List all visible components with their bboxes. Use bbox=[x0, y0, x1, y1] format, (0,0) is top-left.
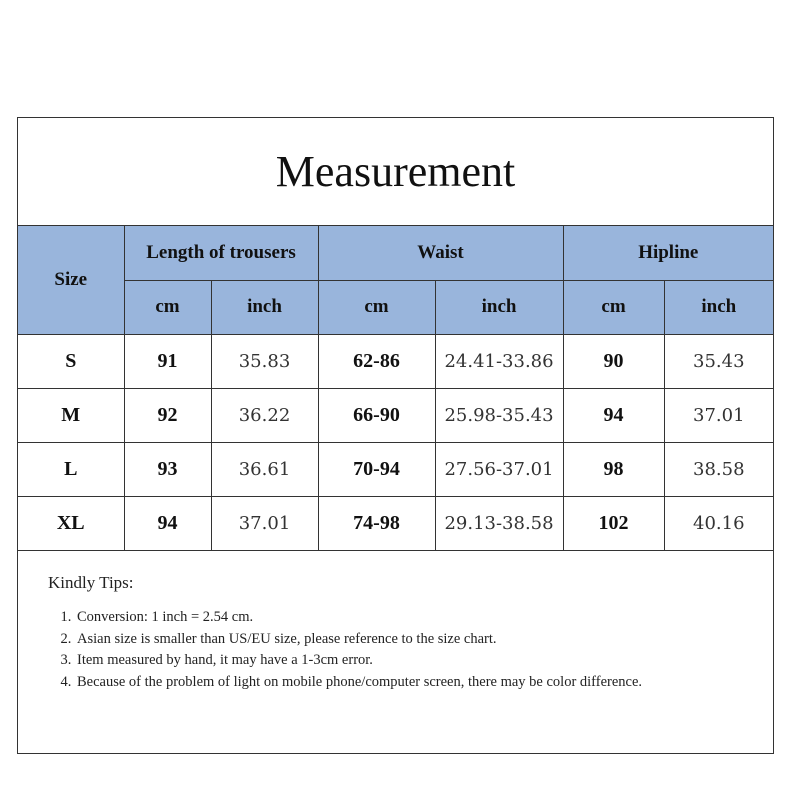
unit-header: inch bbox=[435, 280, 563, 334]
size-table bbox=[18, 226, 773, 551]
waist-cm-cell: 70-94 bbox=[318, 442, 435, 496]
waist-cm-cell: 66-90 bbox=[318, 388, 435, 442]
size-cell: S bbox=[18, 334, 124, 388]
waist-inch-cell: 27.56-37.01 bbox=[435, 442, 563, 496]
length-inch-cell: 35.83 bbox=[211, 334, 318, 388]
group-header-length: Length of trousers bbox=[124, 226, 318, 280]
hip-cm-cell: 90 bbox=[563, 334, 664, 388]
table-row bbox=[18, 442, 773, 496]
length-inch-cell: 37.01 bbox=[211, 496, 318, 550]
page-title: Measurement bbox=[18, 118, 773, 226]
length-cm-cell: 94 bbox=[124, 496, 211, 550]
length-cm-cell: 92 bbox=[124, 388, 211, 442]
hip-cm-cell: 98 bbox=[563, 442, 664, 496]
table-row bbox=[18, 496, 773, 550]
length-cm-cell: 93 bbox=[124, 442, 211, 496]
table-row bbox=[18, 334, 773, 388]
tip-item: 3. Item measured by hand, it may have a 1-3cm error. bbox=[75, 650, 748, 672]
tips-title: Kindly Tips: bbox=[48, 573, 134, 592]
waist-inch-cell: 24.41-33.86 bbox=[435, 334, 563, 388]
size-cell: XL bbox=[18, 496, 124, 550]
unit-header: cm bbox=[318, 280, 435, 334]
unit-header: inch bbox=[664, 280, 773, 334]
length-inch-cell: 36.22 bbox=[211, 388, 318, 442]
hip-inch-cell: 40.16 bbox=[664, 496, 773, 550]
waist-inch-cell: 25.98-35.43 bbox=[435, 388, 563, 442]
table-row bbox=[18, 388, 773, 442]
hip-cm-cell: 102 bbox=[563, 496, 664, 550]
length-inch-cell: 36.61 bbox=[211, 442, 318, 496]
tip-item: 2. Asian size is smaller than US/EU size, please reference to the size chart. bbox=[75, 629, 748, 651]
waist-cm-cell: 74-98 bbox=[318, 496, 435, 550]
hip-inch-cell: 35.43 bbox=[664, 334, 773, 388]
hip-cm-cell: 94 bbox=[563, 388, 664, 442]
waist-cm-cell: 62-86 bbox=[318, 334, 435, 388]
waist-inch-cell: 29.13-38.58 bbox=[435, 496, 563, 550]
unit-header: cm bbox=[124, 280, 211, 334]
tip-item: 4. Because of the problem of light on mobile phone/computer screen, there may be color difference. bbox=[75, 672, 748, 694]
kindly-tips bbox=[48, 573, 748, 693]
group-header-waist: Waist bbox=[318, 226, 563, 280]
measurement-card bbox=[17, 117, 774, 754]
length-cm-cell: 91 bbox=[124, 334, 211, 388]
size-cell: L bbox=[18, 442, 124, 496]
hip-inch-cell: 38.58 bbox=[664, 442, 773, 496]
group-header-hipline: Hipline bbox=[563, 226, 773, 280]
size-cell: M bbox=[18, 388, 124, 442]
unit-header: cm bbox=[563, 280, 664, 334]
header-row-units bbox=[18, 280, 773, 334]
tips-list bbox=[48, 607, 748, 693]
tip-item: 1. Conversion: 1 inch = 2.54 cm. bbox=[75, 607, 748, 629]
header-row-groups bbox=[18, 226, 773, 280]
hip-inch-cell: 37.01 bbox=[664, 388, 773, 442]
size-header: Size bbox=[18, 226, 124, 334]
unit-header: inch bbox=[211, 280, 318, 334]
